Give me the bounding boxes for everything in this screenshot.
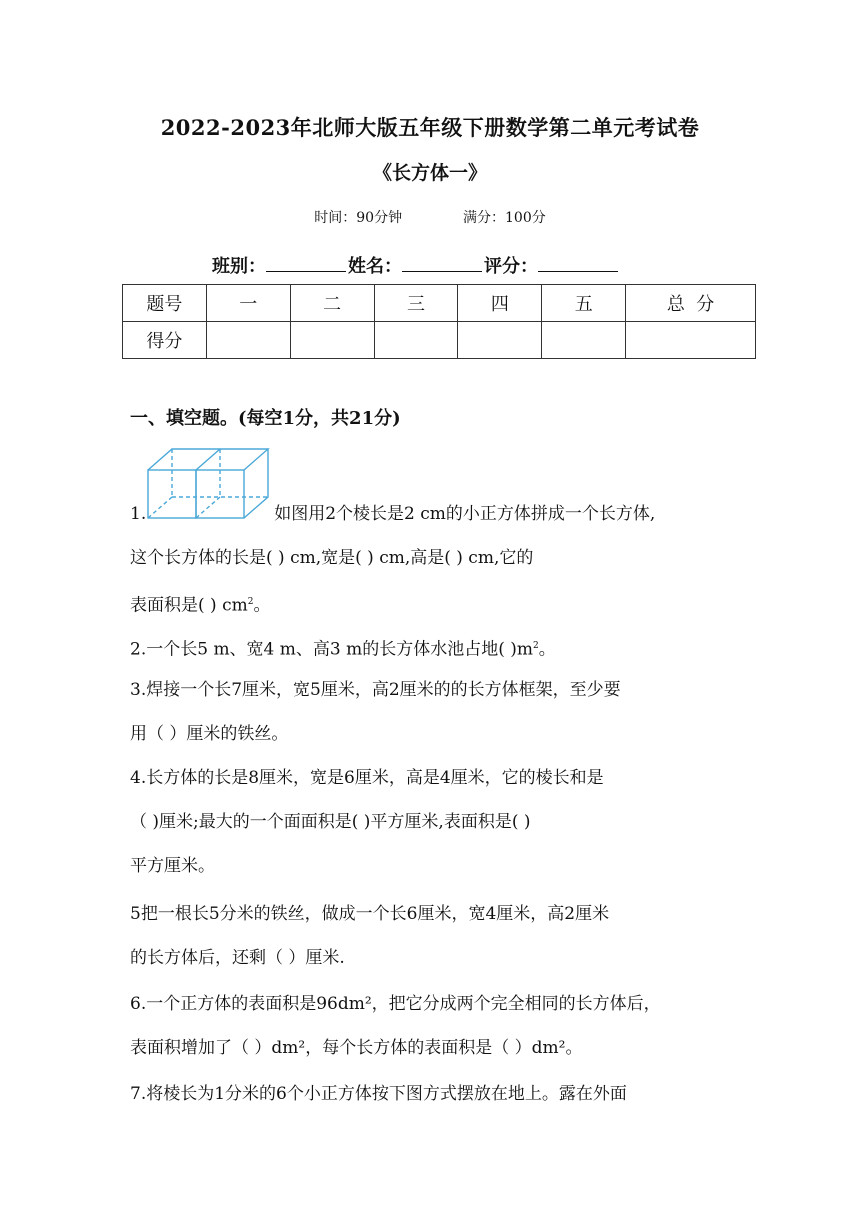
question-1 [130,492,732,624]
q7-line-1: 7.将棱长为1分米的6个小正方体按下图方式摆放在地上。露在外面 [130,1084,627,1104]
question-4 [130,756,732,888]
q2-sup: 2 [533,641,539,651]
score-blank[interactable] [538,255,618,272]
score-table [122,284,756,359]
question-2 [130,624,732,668]
q2-end: 。 [538,639,556,660]
score-label: 评分： [484,256,538,277]
question-3 [130,668,732,756]
section-heading: 一、填空题。(每空1分，共21分) [130,408,401,429]
question-6 [130,982,732,1070]
score-input-cell[interactable] [374,322,458,359]
table-cell: 题号 [123,285,207,322]
q4-line-3: 平方厘米。 [130,856,215,876]
table-cell: 得分 [123,322,207,359]
table-row [123,285,756,322]
q1-text: 如图用2个棱长是2 cm的小正方体拼成一个长方体, [274,504,656,524]
exam-meta [0,207,860,227]
score-input-cell[interactable] [206,322,290,359]
score-input-cell[interactable] [290,322,374,359]
q4-line-1: 4.长方体的长是8厘米，宽是6厘米，高是4厘米，它的棱长和是 [130,768,604,788]
class-blank[interactable] [266,255,346,272]
time-label: 时间：90分钟 [314,210,403,226]
q3-line-1: 3.焊接一个长7厘米，宽5厘米，高2厘米的的长方体框架，至少要 [130,680,621,700]
q6-line-2: 表面积增加了（ ）dm²，每个长方体的表面积是（ ）dm²。 [130,1038,583,1058]
q3-line-2: 用（ ）厘米的铁丝。 [130,724,289,744]
score-input-cell[interactable] [626,322,756,359]
class-label: 班别： [212,256,266,277]
table-cell: 三 [374,285,458,322]
table-cell: 二 [290,285,374,322]
q5-line-1: 5把一根长5分米的铁丝，做成一个长6厘米，宽4厘米，高2厘米 [130,904,610,924]
full-score-label: 满分：100分 [463,210,546,226]
question-7 [130,1072,732,1116]
page-subtitle: 《长方体一》 [372,162,487,184]
q1-number: 1. [130,504,147,524]
q1-line-3: 表面积是( ) cm [130,595,248,616]
name-blank[interactable] [402,255,482,272]
table-cell: 一 [206,285,290,322]
table-cell: 五 [542,285,626,322]
table-cell: 总 分 [626,285,756,322]
q1-sup: 2 [247,597,254,607]
score-input-cell[interactable] [458,322,542,359]
table-row [123,322,756,359]
q1-end: 。 [253,595,271,616]
name-label: 姓名： [348,256,402,277]
question-5 [130,892,732,980]
q2-text: 2.一个长5 m、宽4 m、高3 m的长方体水池占地( )m [130,639,534,660]
table-cell: 四 [458,285,542,322]
q6-line-1: 6.一个正方体的表面积是96dm²，把它分成两个完全相同的长方体后， [130,994,661,1014]
score-input-cell[interactable] [542,322,626,359]
student-info [212,252,620,278]
q5-line-2: 的长方体后，还剩（ ）厘米. [130,948,345,968]
q4-line-2: （ )厘米;最大的一个面面积是( )平方厘米,表面积是( ) [130,812,531,832]
q1-line-2: 这个长方体的长是( ) cm,宽是( ) cm,高是( ) cm,它的 [130,548,534,568]
page-title: 2022-2023年北师大版五年级下册数学第二单元考试卷 [160,115,700,140]
